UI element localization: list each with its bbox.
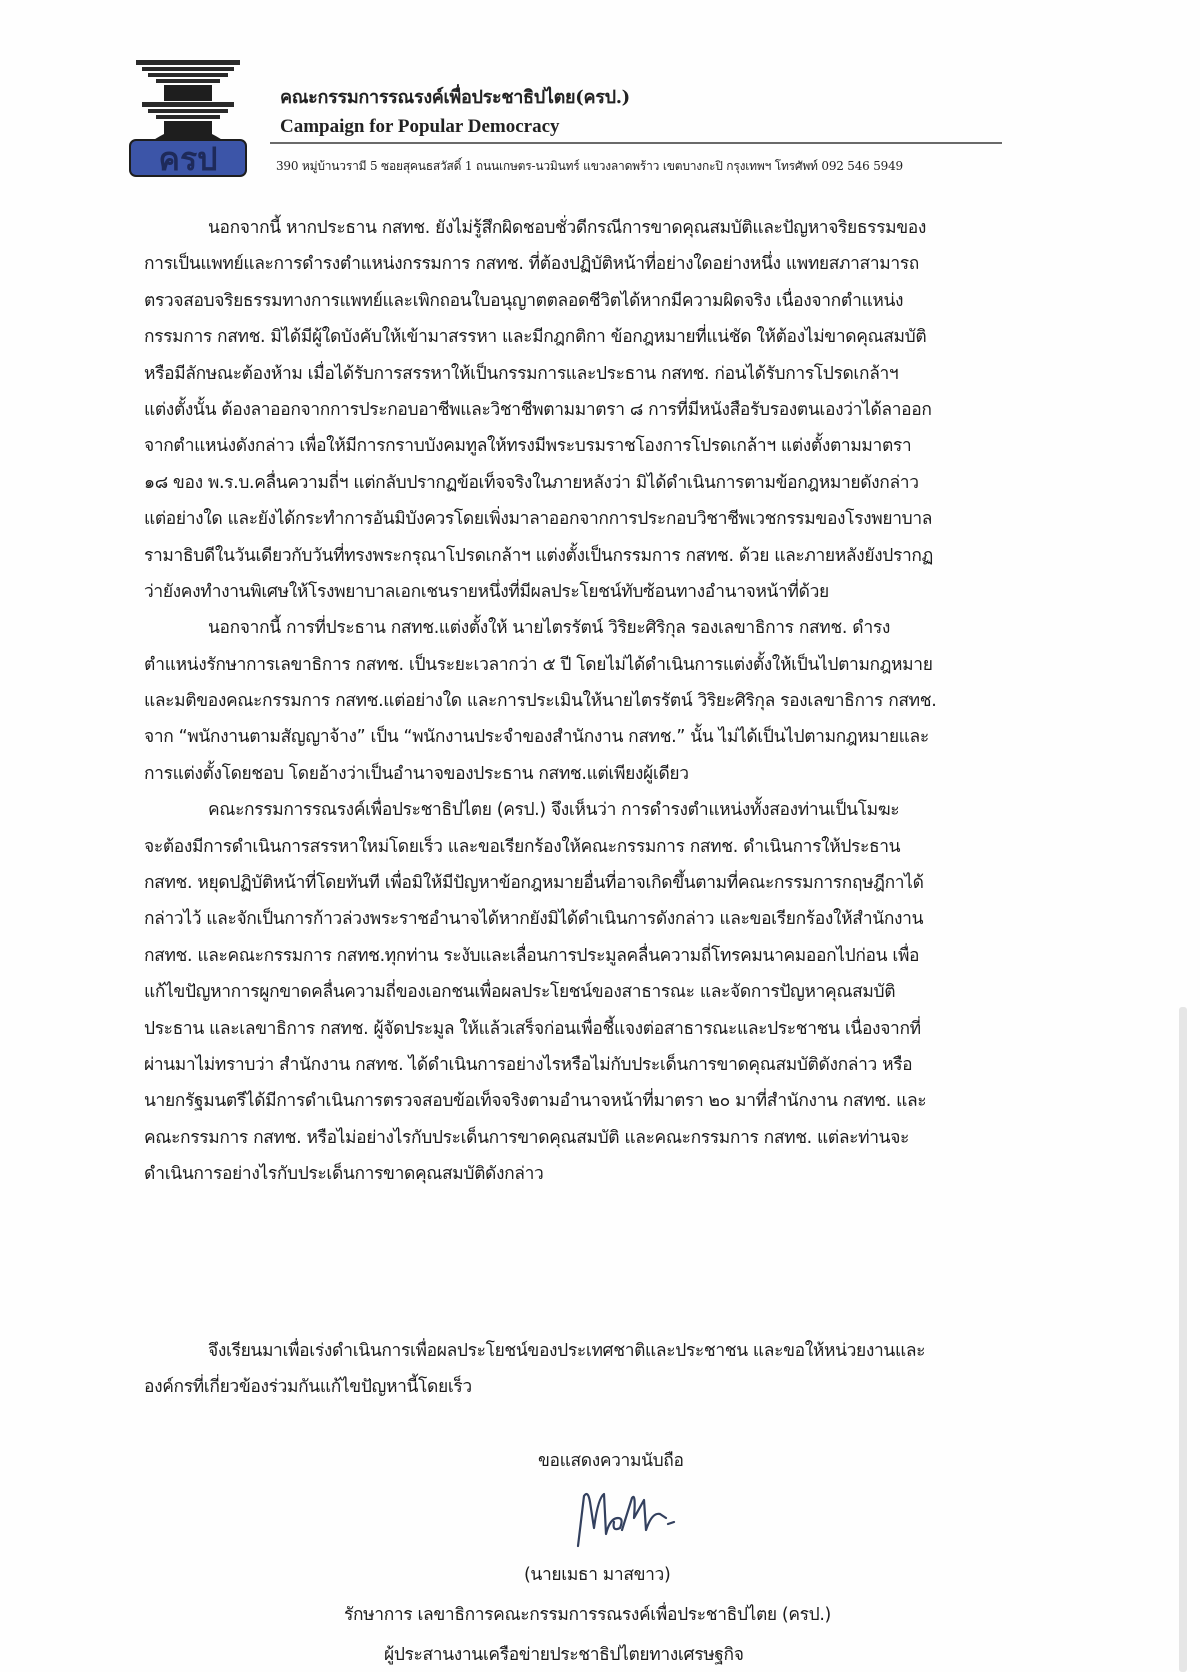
paragraph-1	[144, 210, 1080, 610]
text-line: ผ่านมาไม่ทราบว่า สำนักงาน กสทช. ได้ดำเนินการอย่างไรหรือไม่กับประเด็นการขาดคุณสมบัติดังกล่าว หรือ	[144, 1054, 913, 1075]
crp-logo-icon	[128, 56, 248, 178]
signatory-name: (นายเมธา มาสขาว)	[524, 1565, 671, 1585]
paragraph-3	[144, 792, 1080, 1192]
text-line: นอกจากนี้ หากประธาน กสทช. ยังไม่รู้สึกผิดชอบชั่วดีกรณีการขาดคุณสมบัติและปัญหาจริยธรรมของ	[208, 218, 927, 238]
org-name-english: Campaign for Popular Democracy	[280, 116, 560, 137]
text-line: ประธาน และเลขาธิการ กสทช. ผู้จัดประมูล ให้แล้วเสร็จก่อนเพื่อชี้แจงต่อสาธารณะและประชาชน เนื่องจากที่	[144, 1018, 921, 1039]
text-line: รามาธิบดีในวันเดียวกับวันที่ทรงพระกรุณาโปรดเกล้าฯ แต่งตั้งเป็นกรรมการ กสทช. ด้วย และภายหลังยังปรากฏ	[144, 545, 933, 566]
signatory-role: ผู้ประสานงานเครือข่ายประชาธิปไตยทางเศรษฐกิจ	[384, 1645, 744, 1665]
text-line: ตำแหน่งรักษาการเลขาธิการ กสทช. เป็นระยะเวลากว่า ๕ ปี โดยไม่ได้ดำเนินการแต่งตั้งให้เป็นไปตามกฎหมาย	[144, 654, 933, 675]
text-line: กรรมการ กสทช. มิได้มีผู้ใดบังคับให้เข้ามาสรรหา และมีกฎกติกา ข้อกฎหมายที่แน่ชัด ให้ต้องไม่ขาดคุณสมบัติ	[144, 327, 927, 348]
org-name-thai: คณะกรรมการรณรงค์เพื่อประชาธิปไตย(ครป.)	[280, 87, 630, 108]
text-line: การเป็นแพทย์และการดำรงตำแหน่งกรรมการ กสทช. ที่ต้องปฏิบัติหน้าที่อย่างใดอย่างหนึ่ง แพทยสภาสามารถ	[144, 254, 919, 275]
text-line: ๑๘ ของ พ.ร.บ.คลื่นความถี่ฯ แต่กลับปรากฏข้อเท็จจริงในภายหลังว่า มิได้ดำเนินการตามข้อกฎหมายดังกล่าว	[144, 472, 919, 493]
text-line: ดำเนินการอย่างไรกับประเด็นการขาดคุณสมบัติดังกล่าว	[144, 1164, 544, 1185]
text-line: แต่งตั้งนั้น ต้องลาออกจากการประกอบอาชีพและวิชาชีพตามมาตรา ๘ การที่มีหนังสือรับรองตนเองว่าได้ลาออก	[144, 399, 932, 420]
text-line: และมติของคณะกรรมการ กสทช.แต่อย่างใด และการประเมินให้นายไตรรัตน์ วิริยะศิริกุล รองเลขาธิการ กสทช.	[144, 691, 937, 712]
text-line: แก้ไขปัญหาการผูกขาดคลื่นความถี่ของเอกชนเพื่อผลประโยชน์ของสาธารณะ และจัดการปัญหาคุณสมบัติ	[144, 982, 896, 1003]
text-line: ตรวจสอบจริยธรรมทางการแพทย์และเพิกถอนใบอนุญาตตลอดชีวิตได้หากมีความผิดจริง เนื่องจากตำแหน่ง	[144, 290, 904, 311]
text-line: กสทช. และคณะกรรมการ กสทช.ทุกท่าน ระงับและเลื่อนการประมูลคลื่นความถี่โทรคมนาคมออกไปก่อน เพื่อ	[144, 945, 920, 966]
text-line: นอกจากนี้ การที่ประธาน กสทช.แต่งตั้งให้ นายไตรรัตน์ วิริยะศิริกุล รองเลขาธิการ กสทช. ดำรง	[208, 618, 891, 639]
text-line: ว่ายังคงทำงานพิเศษให้โรงพยาบาลเอกเชนรายหนึ่งที่มีผลประโยชน์ทับซ้อนทางอำนาจหน้าที่ด้วย	[144, 581, 829, 602]
handwritten-signature-icon	[548, 1488, 688, 1548]
org-address: 390 หมู่บ้านวรามี 5 ซอยสุคนธสวัสดิ์ 1 ถนนเกษตร-นวมินทร์ แขวงลาดพร้าว เขตบางกะปิ กรุงเทพฯ โทรศัพท์ 092 546 5949	[276, 159, 903, 173]
closing-paragraph	[144, 1333, 1080, 1406]
text-line: คณะกรรมการรณรงค์เพื่อประชาธิปไตย (ครป.) จึงเห็นว่า การดำรงตำแหน่งทั้งสองท่านเป็นโมฆะ	[208, 800, 900, 821]
salutation: ขอแสดงความนับถือ	[538, 1451, 684, 1471]
text-line: การแต่งตั้งโดยชอบ โดยอ้างว่าเป็นอำนาจของประธาน กสทช.แต่เพียงผู้เดียว	[144, 763, 689, 784]
text-line: กล่าวไว้ และจักเป็นการก้าวล่วงพระราชอำนาจได้หากยังมิได้ดำเนินการดังกล่าว และขอเรียกร้องให้สำนักงาน	[144, 909, 924, 930]
letterhead-divider	[270, 142, 1002, 144]
text-line: องค์กรที่เกี่ยวข้องร่วมกันแก้ไขปัญหานี้โดยเร็ว	[144, 1377, 472, 1398]
text-line: จากตำแหน่งดังกล่าว เพื่อให้มีการกราบบังคมทูลให้ทรงมีพระบรมราชโองการโปรดเกล้าฯ แต่งตั้งตามมาตรา	[144, 436, 912, 457]
svg-text:ครป: ครป	[158, 140, 218, 178]
text-line: คณะกรรมการ กสทช. หรือไม่อย่างไรกับประเด็นการขาดคุณสมบัติ และคณะกรรมการ กสทช. แต่ละท่านจะ	[144, 1127, 910, 1148]
letter-body	[144, 210, 1080, 1193]
text-line: นายกรัฐมนตรีได้มีการดำเนินการตรวจสอบข้อเท็จจริงตามอำนาจหน้าที่มาตรา ๒๐ มาที่สำนักงาน กสทช. และ	[144, 1091, 927, 1112]
text-line: จาก “พนักงานตามสัญญาจ้าง” เป็น “พนักงานประจำของสำนักงาน กสทช.” นั้น ไม่ได้เป็นไปตามกฎหมายและ	[144, 727, 929, 748]
signatory-title: รักษาการ เลขาธิการคณะกรรมการรณรงค์เพื่อประชาธิปไตย (ครป.)	[344, 1605, 831, 1625]
text-line: หรือมีลักษณะต้องห้าม เมื่อได้รับการสรรหาให้เป็นกรรมการและประธาน กสทช. ก่อนได้รับการโปรดเกล้าฯ	[144, 363, 899, 384]
text-line: จะต้องมีการดำเนินการสรรหาใหม่โดยเร็ว และขอเรียกร้องให้คณะกรรมการ กสทช. ดำเนินการให้ประธาน	[144, 836, 901, 857]
paragraph-2	[144, 610, 1080, 792]
text-line: กสทช. หยุดปฏิบัติหน้าที่โดยทันที เพื่อมิให้มีปัญหาข้อกฎหมายอื่นที่อาจเกิดขึ้นตามที่คณะกรรมการกฤษฎีกาได้	[144, 873, 924, 894]
text-line: จึงเรียนมาเพื่อเร่งดำเนินการเพื่อผลประโยชน์ของประเทศชาติและประชาชน และขอให้หน่วยงานและ	[208, 1341, 926, 1361]
text-line: แต่อย่างใด และยังได้กระทำการอันมิบังควรโดยเพิ่งมาลาออกจากการประกอบวิชาชีพเวชกรรมของโรงพยาบาล	[144, 509, 933, 530]
scrollbar[interactable]	[1179, 1007, 1187, 1672]
